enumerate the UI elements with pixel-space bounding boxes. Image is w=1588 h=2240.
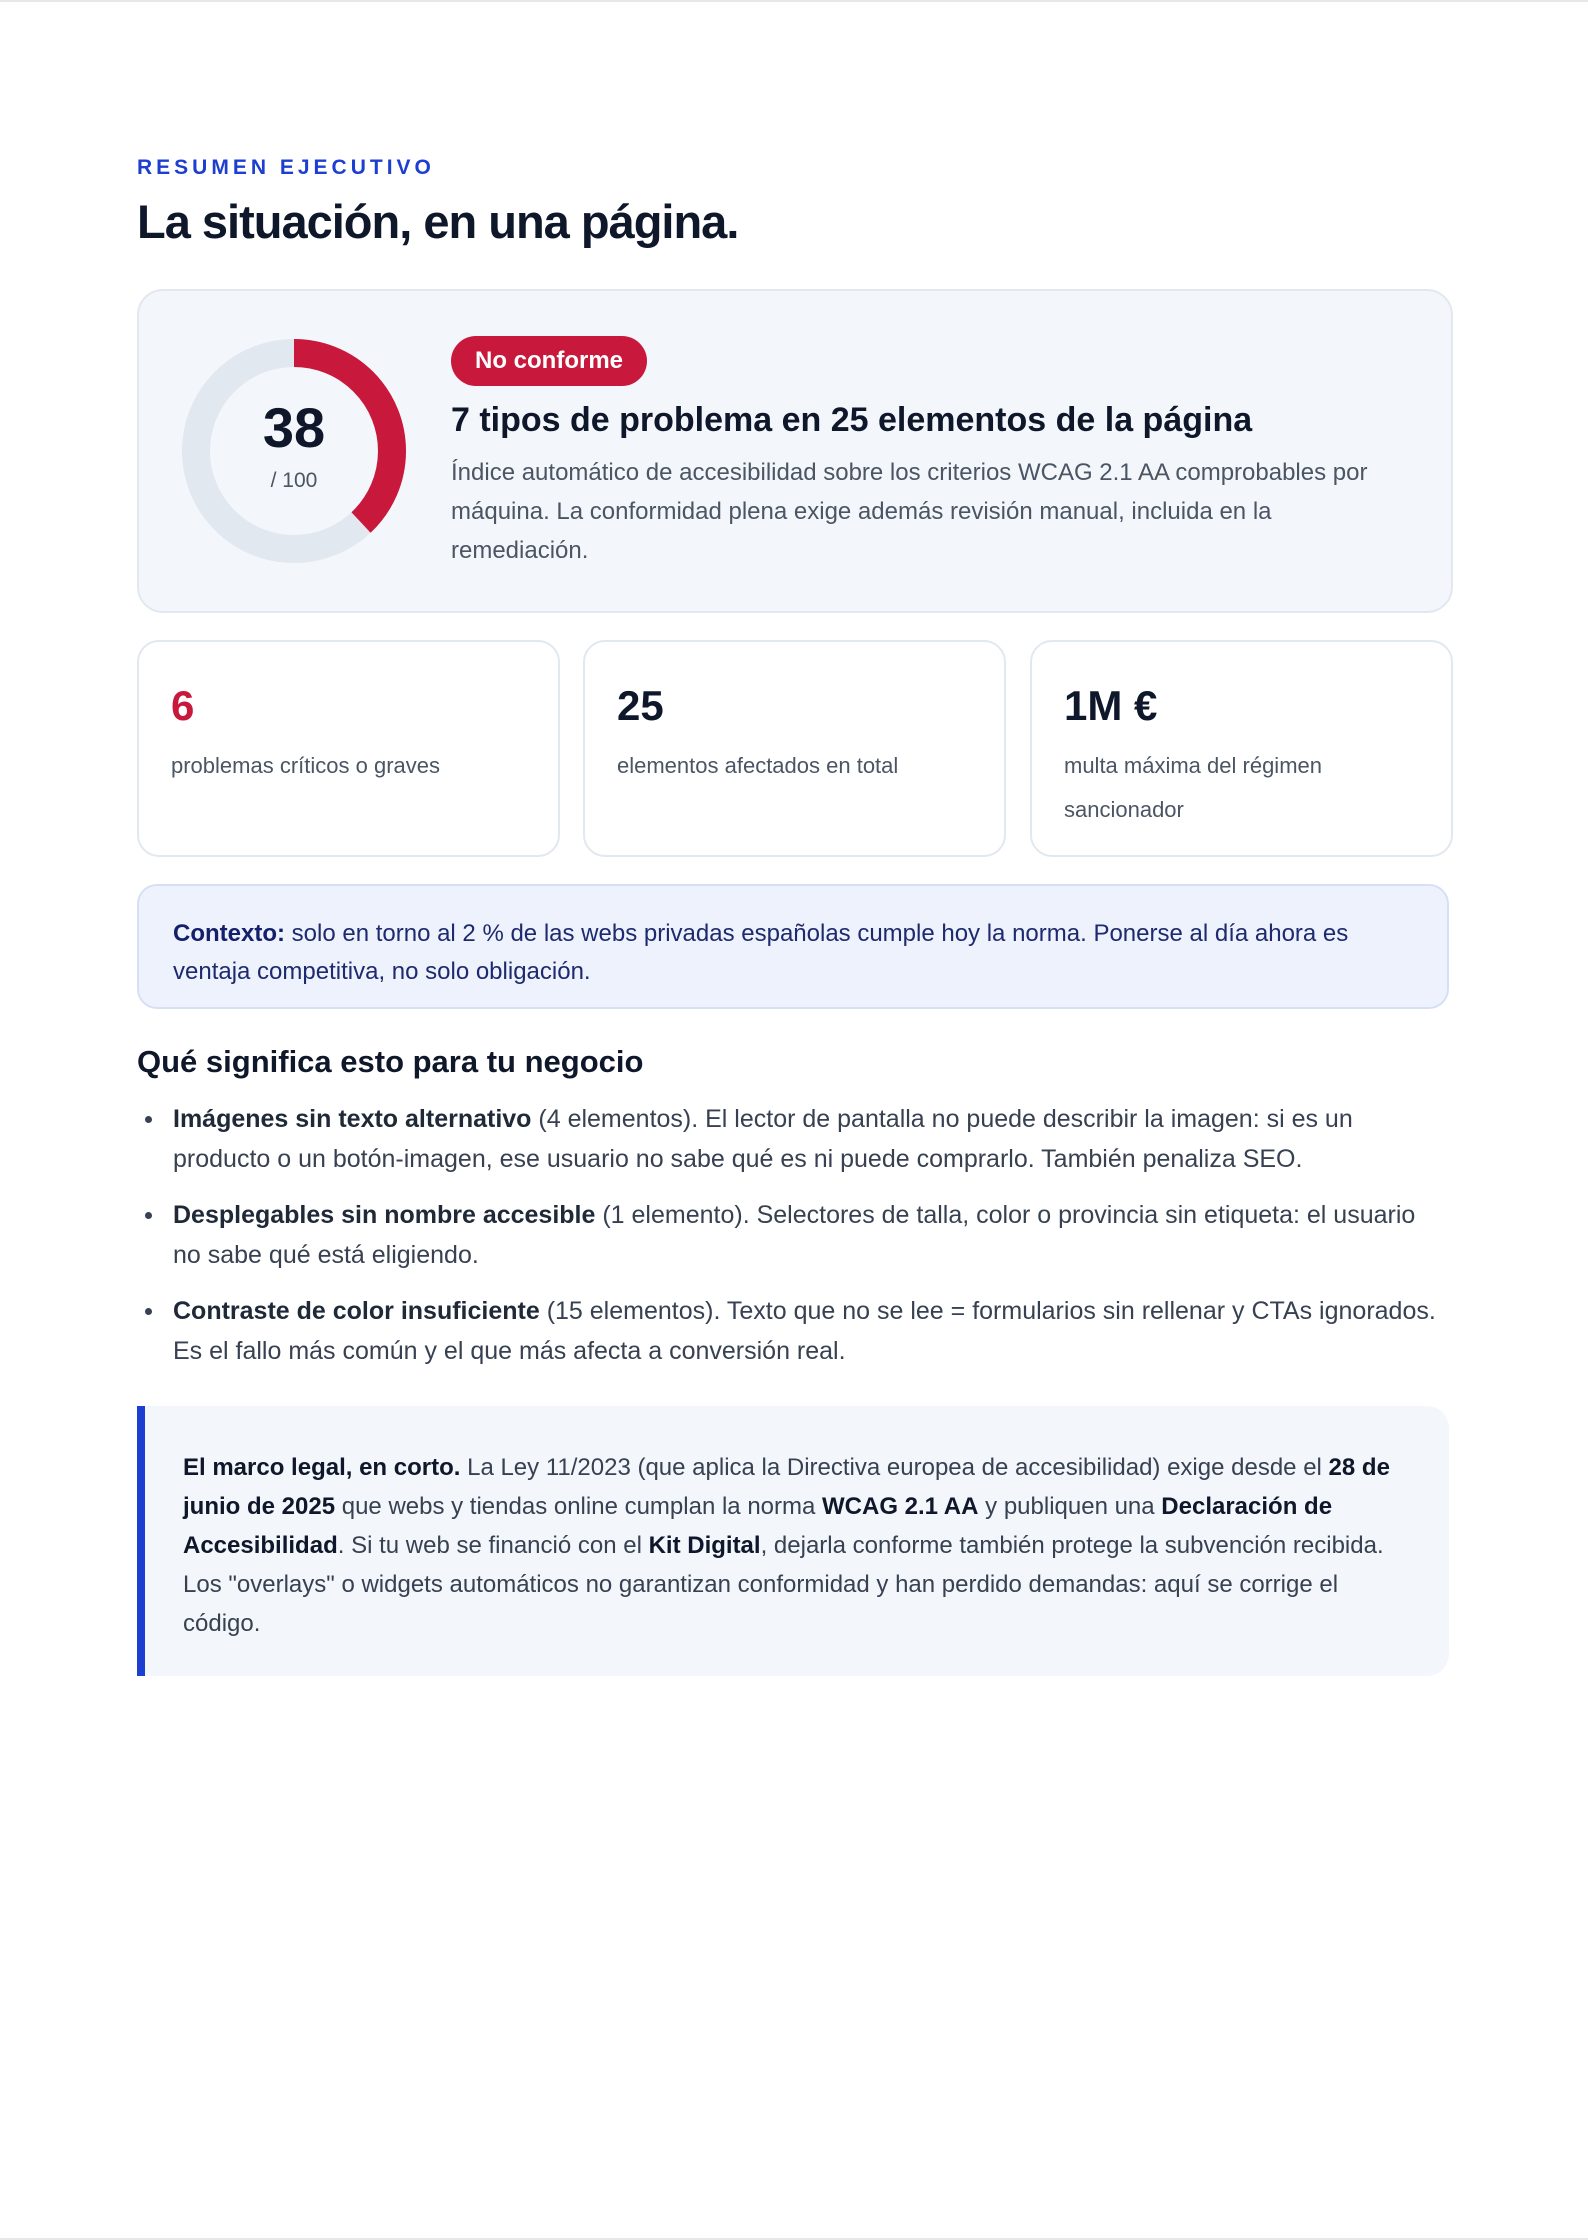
legal-lead: El marco legal, en corto.: [183, 1454, 461, 1481]
context-callout: [137, 884, 1449, 1009]
list-item: [137, 1099, 1449, 1179]
score-heading: 7 tipos de problema en 25 elementos de la página: [451, 401, 1253, 439]
top-rule: [0, 0, 1588, 2]
page-title: La situación, en una página.: [137, 195, 739, 248]
legal-text: y publiquen una: [978, 1493, 1162, 1520]
business-heading: Qué significa esto para tu negocio: [137, 1044, 644, 1079]
stat-card-affected: [583, 640, 1006, 857]
legal-date: 28 de junio de 2025: [183, 1454, 1390, 1520]
stat-label: multa máxima del régimen sancionador: [1064, 753, 1322, 822]
score-card: [137, 289, 1453, 613]
legal-declaration: Declaración de Accesibilidad: [183, 1493, 1333, 1559]
legal-text: La Ley 11/2023 (que aplica la Directiva europea de accesibilidad) exige desde el: [460, 1454, 1329, 1481]
list-item-text: (15 elementos). Texto que no se lee = formularios sin rellenar y CTAs ignorados. Es el fallo más común y el que más afecta a conversión real.: [173, 1297, 1436, 1365]
score-value: 38: [262, 396, 326, 459]
business-impact-list: [137, 1099, 1449, 1387]
stat-card-critical: [137, 640, 560, 857]
list-item-text: (4 elementos). El lector de pantalla no puede describir la imagen: si es un producto o un botón-imagen, ese usuario no sabe qué es ni puede comprarlo. También penaliza SEO.: [173, 1105, 1353, 1173]
list-item: [137, 1195, 1449, 1275]
status-badge: No conforme: [451, 336, 647, 386]
stat-value: 6: [171, 682, 195, 729]
list-item: [137, 1291, 1449, 1371]
list-item-text: (1 elemento). Selectores de talla, color o provincia sin etiqueta: el usuario no sabe qué está eligiendo.: [173, 1201, 1416, 1269]
section-eyebrow: RESUMEN EJECUTIVO: [137, 156, 435, 179]
stat-card-fine: [1030, 640, 1453, 857]
context-label: Contexto:: [173, 920, 285, 947]
stat-label: problemas críticos o graves: [171, 753, 440, 778]
score-description: Índice automático de accesibilidad sobre los criterios WCAG 2.1 AA comprobables por máquina. La conformidad plena exige además revisión manual, incluida en la remediación.: [451, 459, 1368, 564]
stat-value: 25: [617, 682, 664, 729]
legal-text: , dejarla conforme también protege la subvención recibida. Los "overlays" o widgets automáticos no garantizan conformidad y han perdido demandas: aquí se corrige el código.: [183, 1532, 1384, 1637]
list-item-title: Desplegables sin nombre accesible: [173, 1201, 596, 1229]
stat-value: 1M €: [1064, 682, 1158, 729]
list-item-title: Contraste de color insuficiente: [173, 1297, 540, 1325]
score-denominator: / 100: [270, 469, 318, 492]
legal-text: que webs y tiendas online cumplan la norma: [335, 1493, 823, 1520]
list-item-title: Imágenes sin texto alternativo: [173, 1105, 532, 1133]
stat-label: elementos afectados en total: [617, 753, 899, 778]
legal-standard: WCAG 2.1 AA: [822, 1493, 979, 1520]
score-donut: [182, 339, 406, 563]
legal-kit-digital: Kit Digital: [648, 1532, 761, 1559]
legal-text: . Si tu web se financió con el: [337, 1532, 649, 1559]
legal-callout: [137, 1406, 1449, 1676]
context-text: solo en torno al 2 % de las webs privadas españolas cumple hoy la norma. Ponerse al día ahora es ventaja competitiva, no solo obligación.: [173, 920, 1349, 985]
